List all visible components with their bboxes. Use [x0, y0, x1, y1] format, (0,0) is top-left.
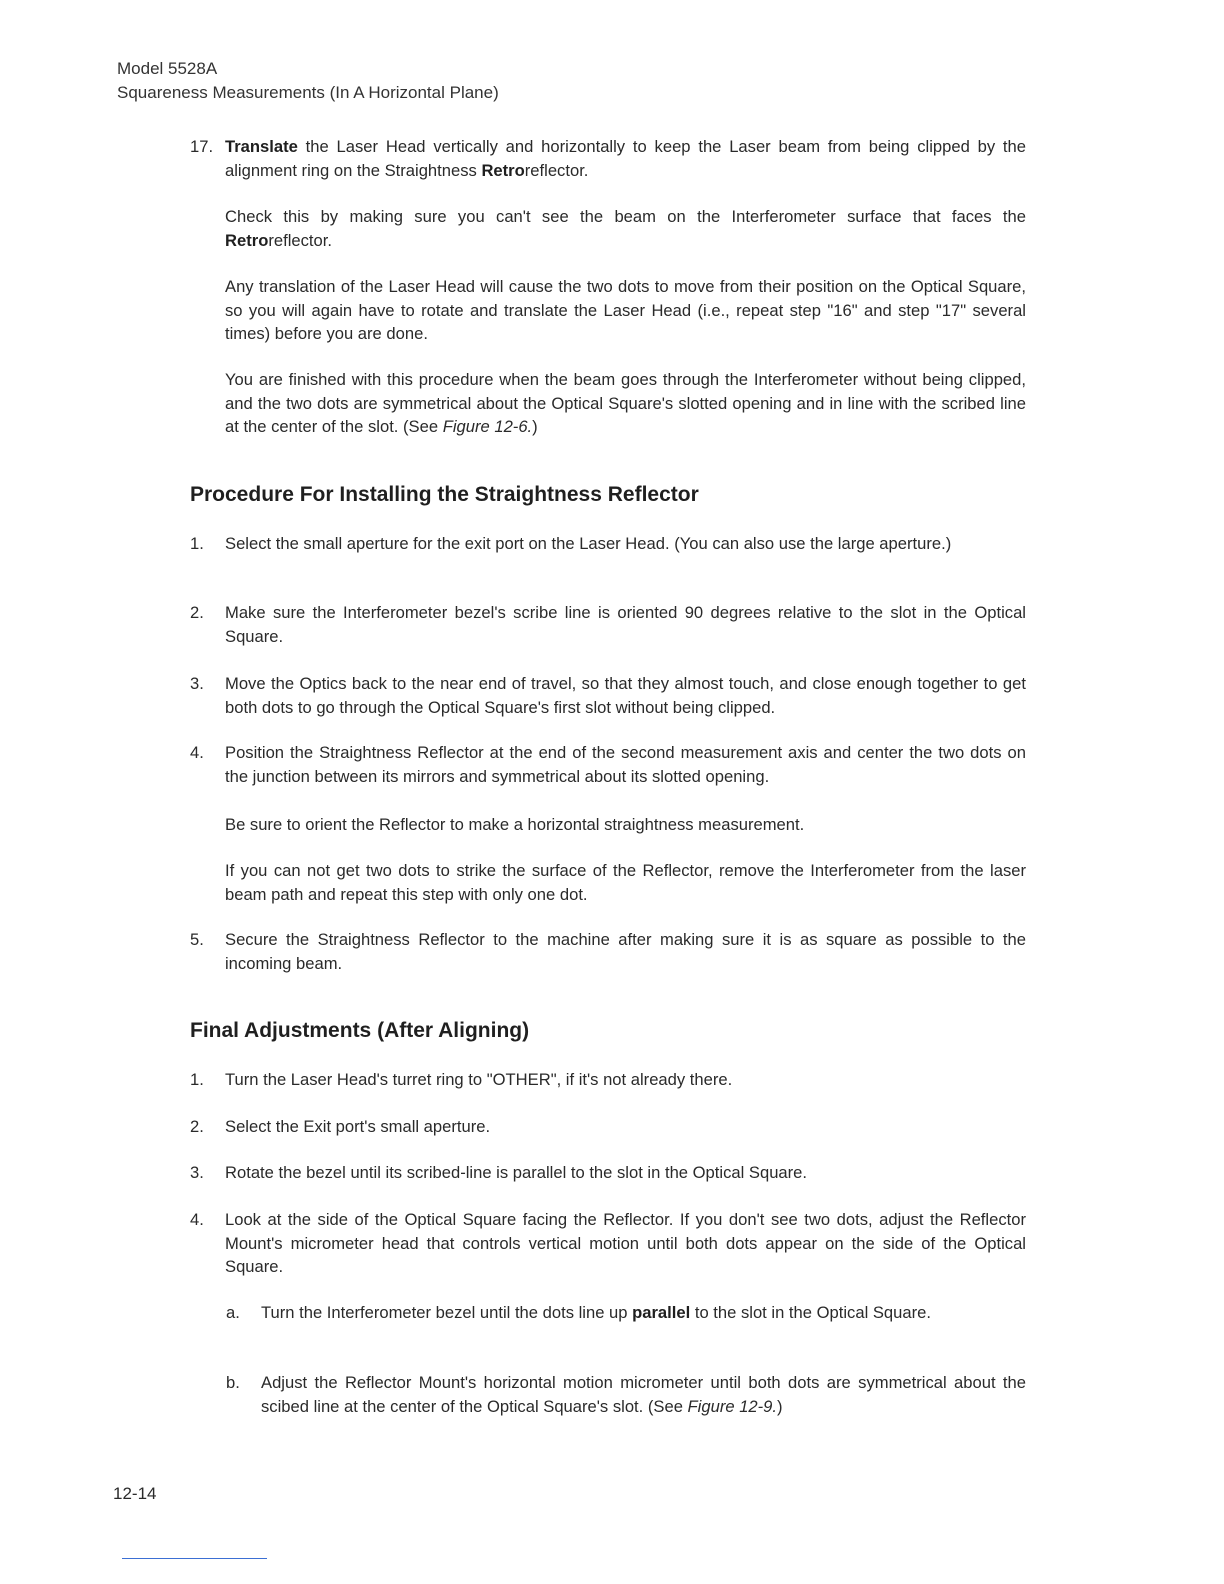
item-4-note-1: Be sure to orient the Reflector to make a horizontal straightness measurement. [225, 815, 805, 834]
bold-term: Retro [481, 160, 525, 180]
list-item: 4. Look at the side of the Optical Square facing the Reflector. If you don't see two dots, adjust the Reflector Mount's micrometer head that controls vertical motion until both dots appear on the side of the Optical Square. [190, 1210, 1026, 1276]
sub-item-b: b. Adjust the Reflector Mount's horizontal motion micrometer until both dots are symmetrical about the scibed line at the center of the Optical Square's slot. (See Figure 12-9.) [226, 1373, 1026, 1416]
figure-reference: Figure 12-9. [687, 1396, 778, 1416]
step-17-note-2: Any translation of the Laser Head will cause the two dots to move from their position on the Optical Square, so you will again have to rotate and translate the Laser Head (i.e., repeat step "16" and step "17" several times) before you are done. [225, 277, 1026, 343]
list-item: 3. Move the Optics back to the near end of travel, so that they almost touch, and close enough together to get both dots to go through the Optical Square's first slot without being clipped. [190, 674, 1026, 717]
section-heading-final-adjustments: Final Adjustments (After Aligning) [190, 1019, 530, 1042]
list-item: 4. Position the Straightness Reflector at the end of the second measurement axis and center the two dots on the junction between its mirrors and symmetrical about its slotted opening. [190, 743, 1026, 786]
list-item: 5. Secure the Straightness Reflector to the machine after making sure it is as square as possible to the incoming beam. [190, 930, 1026, 973]
section-heading-straightness-reflector: Procedure For Installing the Straightness Reflector [190, 483, 699, 506]
list-item: 1. Turn the Laser Head's turret ring to "OTHER", if it's not already there. [190, 1070, 733, 1089]
model-label: Model 5528A [117, 59, 218, 78]
running-header [117, 57, 499, 105]
section-label: Squareness Measurements (In A Horizontal Plane) [117, 83, 499, 102]
list-item: 2. Select the Exit port's small aperture. [190, 1117, 491, 1136]
page-number: 12-14 [113, 1484, 157, 1503]
item-4-note-2: If you can not get two dots to strike the surface of the Reflector, remove the Interferometer from the laser beam path and repeat this step with only one dot. [225, 861, 1026, 904]
figure-reference: Figure 12-6. [442, 417, 533, 436]
bold-term: Translate [225, 137, 298, 156]
bold-term: Retro [225, 230, 269, 250]
list-item: 3. Rotate the bezel until its scribed-line is parallel to the slot in the Optical Square. [190, 1163, 808, 1182]
list-item: 2. Make sure the Interferometer bezel's scribe line is oriented 90 degrees relative to the slot in the Optical Square. [190, 603, 1026, 646]
footer-divider [122, 1558, 267, 1559]
step-17-note-3: You are finished with this procedure when the beam goes through the Interferometer without being clipped, and the two dots are symmetrical about the Optical Square's slotted opening and in line with the scribed line at the center of the slot. (See Figure 12-6.) [225, 370, 1026, 436]
step-number: 17. [190, 137, 214, 156]
step-17 [190, 135, 1026, 182]
bold-term: parallel [632, 1303, 691, 1322]
list-item: 1. Select the small aperture for the exit port on the Laser Head. (You can also use the large aperture.) [190, 534, 952, 553]
step-17-note-1: Check this by making sure you can't see the beam on the Interferometer surface that faces the Retroreflector. [225, 207, 1026, 250]
step-text: Translate the Laser Head vertically and horizontally to keep the Laser beam from being clipped by the alignment ring on the Straightness Retroreflector. [225, 137, 1026, 180]
sub-item-a: a. Turn the Interferometer bezel until the dots line up parallel to the slot in the Optical Square. [226, 1303, 931, 1322]
